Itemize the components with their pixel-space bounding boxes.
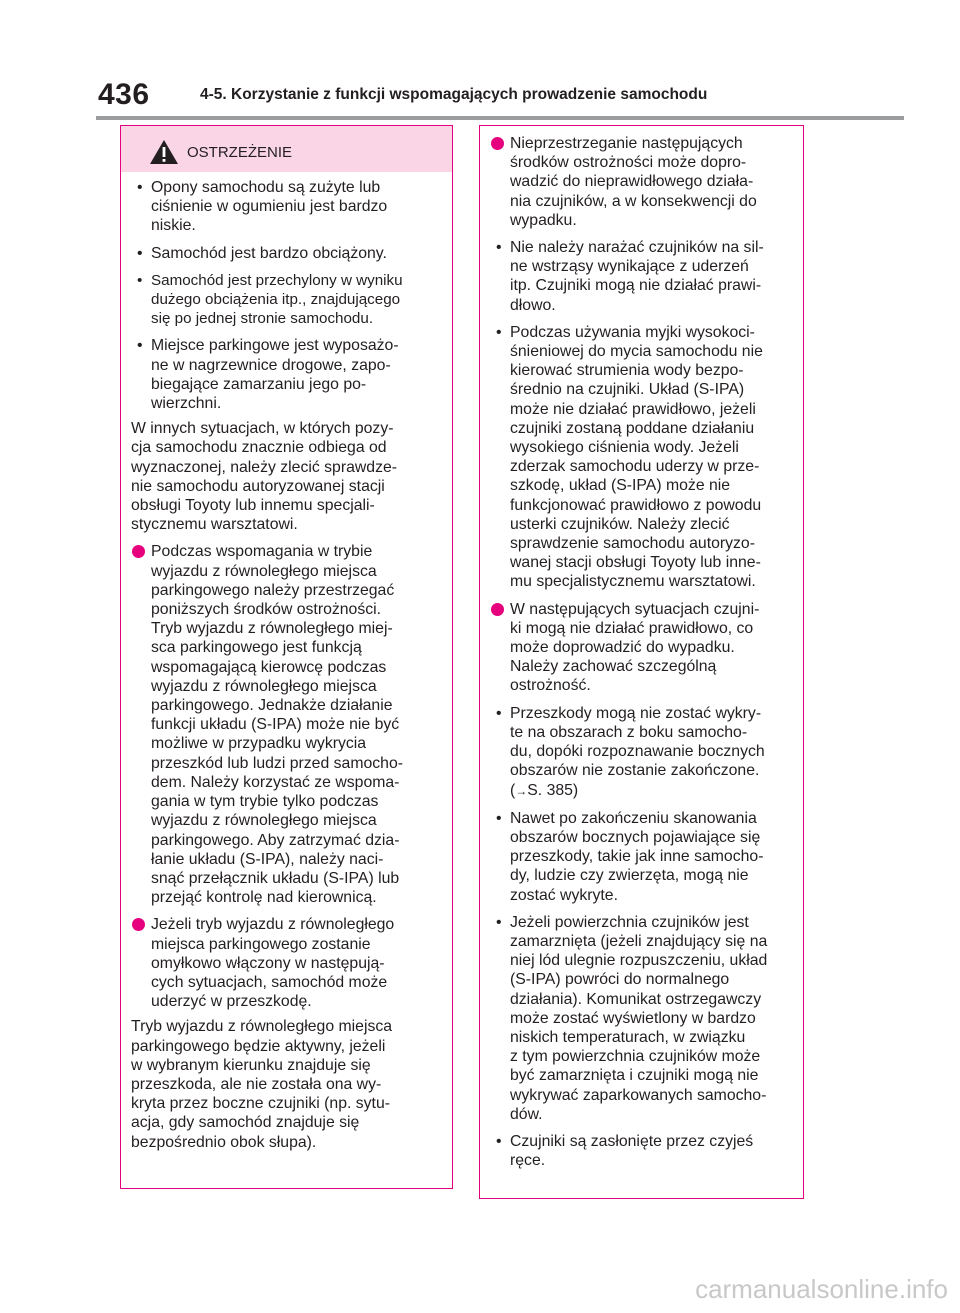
pink-dot-icon	[132, 918, 145, 931]
warning-box-continued	[479, 125, 804, 1199]
pink-dot-icon	[132, 545, 145, 558]
dot-item: Podczas wspomagania w trybie wyjazdu z równoległego miejsca parkingowego należy przestrzegać poniższych środków ostrożności. Tryb wyjazdu z równoległego miej- sca parkingowego jest funkcją wspomagającą kierowcę podczas wyjazdu z równoległego miejsca parkingowego. Jednakże działanie funkcji układu (S-IPA) może nie być możliwe w przypadku wykrycia przeszkód lub ludzi przed samocho- dem. Należy korzystać ze wspoma- gania w tym trybie tylko podczas wyjazdu z równoległego miejsca parkingowego. Aby zatrzymać dzia- łanie układu (S-IPA), należy naci- snąć przełącznik układu (S-IPA) lub przejąć kontrolę nad kierownicą.	[131, 542, 449, 907]
dot-item: W następujących sytuacjach czujni- ki mogą nie działać prawidłowo, co może doprowadzić do wypadku. Należy zachować szczególną ostrożność.	[490, 600, 800, 696]
list-item: • Nawet po zakończeniu skanowania obszarów bocznych pojawiające się przeszkody, takie jak inne samocho- dy, ludzie czy zwierzęta, mogą nie zostać wykryte.	[496, 809, 764, 904]
pink-dot-icon	[491, 137, 504, 150]
section-title: 4-5. Korzystanie z funkcji wspomagających prowadzenie samochodu	[200, 86, 708, 103]
list-item: • Podczas używania myjki wysokoci- śnieniowej do mycia samochodu nie kierować strumienia wody bezpo- średnio na czujniki. Układ (S-IPA) może nie działać prawidłowo, jeżeli czujniki zostaną poddane działaniu wysokiego ciśnienia wody. Jeżeli zderzak samochodu uderzy w prze- szkodę, układ (S-IPA) może nie funkcjonować prawidłowo z powodu usterki czujników. Należy zlecić sprawdzenie samochodu autoryzo- wanej stacji obsługi Toyoty lub inne- mu specjalistycznemu warsztatowi.	[496, 323, 763, 591]
list-item: • Nie należy narażać czujników na sil- ne wstrząsy wynikające z uderzeń itp. Czujniki mogą nie działać prawi- dłowo.	[496, 239, 764, 314]
arrow-right-icon: →	[515, 783, 528, 798]
dot-item: Jeżeli tryb wyjazdu z równoległego miejsca parkingowego zostanie omyłkowo włączony w następują- cych sytuacjach, samochód może uderzyć w przeszkodę.	[131, 915, 449, 1011]
list-item: • Miejsce parkingowe jest wyposażo- ne w nagrzewnice drogowe, zapo- biegające zamarzaniu jego po- wierzchni.	[137, 337, 399, 413]
list-item: • Przeszkody mogą nie zostać wykry- te na obszarach z boku samocho- du, dopóki rozpoznawanie bocznych obszarów nie zostanie zakończone. (→S. 385)	[490, 704, 800, 801]
warning-triangle-icon	[149, 139, 179, 165]
list-item: • Samochód jest bardzo obciążony.	[137, 244, 387, 262]
watermark: carmanualsonline.info	[695, 1274, 948, 1304]
page-number: 436	[98, 78, 150, 111]
list-item: • Jeżeli powierzchnia czujników jest zamarznięta (jeżeli znajdujący się na niej lód ulegnie rozpuszczeniu, układ (S-IPA) powróci do normalnego działania). Komunikat ostrzegawczy może zostać wyświetlony w bardzo niskich temperaturach, w związku z tym powierzchnia czujników może być zamarznięta i czujniki mogą nie wykrywać zaparkowanych samocho- dów.	[496, 913, 768, 1123]
warning-content-left	[131, 178, 449, 1152]
list-item: • Samochód jest przechylony w wyniku dużego obciążenia itp., znajdującego się po jednej stronie samochodu.	[137, 271, 403, 328]
header-rule	[96, 116, 904, 120]
warning-content-right	[490, 134, 800, 1170]
list-item: • Opony samochodu są zużyte lub ciśnienie w ogumieniu jest bardzo niskie.	[137, 179, 388, 235]
warning-box	[120, 125, 453, 1189]
warning-title: OSTRZEŻENIE	[187, 143, 293, 161]
dot-item: Nieprzestrzeganie następujących środków ostrożności może dopro- wadzić do nieprawidłowego działa- nia czujników, a w konsekwencji do wypadku.	[490, 134, 800, 230]
paragraph: W innych sytuacjach, w których pozy- cja samochodu znacznie odbiega od wyznaczonej, należy zlecić sprawdze- nie samochodu autoryzowanej stacji obsługi Toyoty lub innemu specjali- stycznemu warsztatowi.	[131, 420, 398, 534]
page-reference: (→S. 385)	[510, 781, 579, 799]
list-item: • Czujniki są zasłonięte przez czyjeś ręce.	[496, 1132, 754, 1170]
warning-header	[121, 126, 452, 172]
paragraph: Tryb wyjazdu z równoległego miejsca parkingowego będzie aktywny, jeżeli w wybranym kierunku znajduje się przeszkoda, ale nie została ona wy- kryta przez boczne czujniki (np. sytu- acja, gdy samochód znajduje się bezpośrednio obok słupa).	[131, 1018, 393, 1151]
pink-dot-icon	[491, 603, 504, 616]
